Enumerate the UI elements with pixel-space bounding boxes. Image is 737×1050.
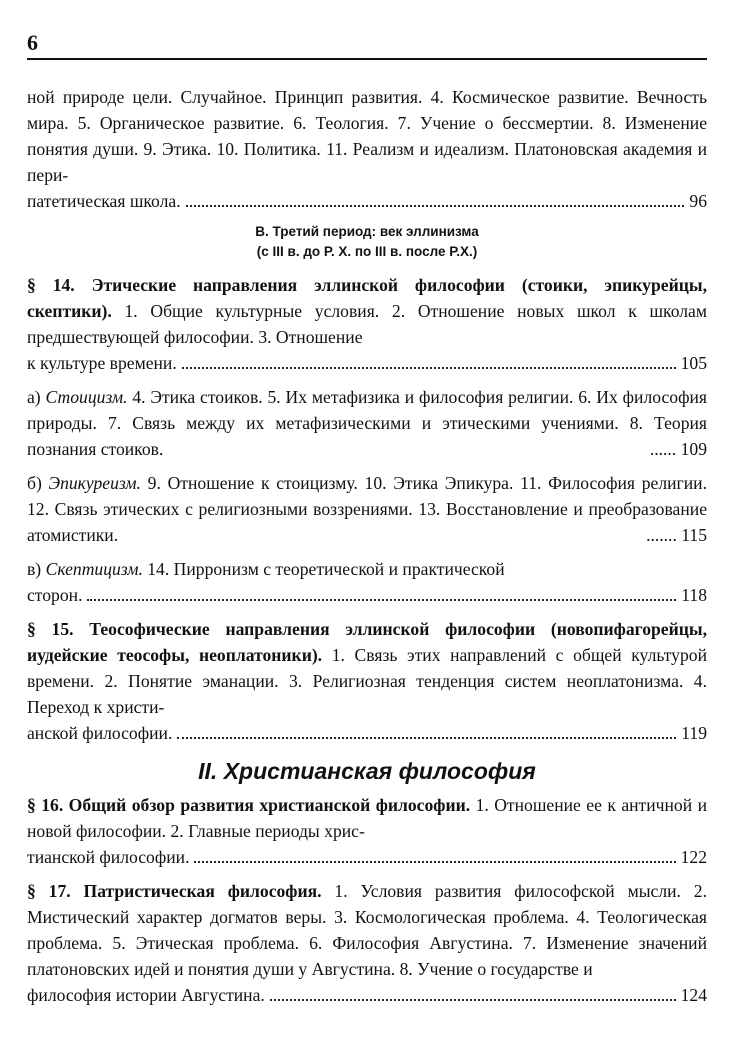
toc-entry-epicureanism [27, 470, 707, 548]
period-title: В. Третий период: век эллинизма [255, 224, 479, 239]
entry-tail-text: тианской философии. [27, 847, 190, 867]
entry-prefix: а) [27, 387, 46, 407]
entry-tail-text: сторон. [27, 585, 83, 605]
page-ref: 96 [689, 191, 707, 211]
dot-leader [177, 736, 676, 739]
page-ref: 119 [681, 723, 707, 743]
entry-tail-text: анской философии. [27, 723, 173, 743]
entry-italic-title: Скептицизм. [45, 559, 143, 579]
period-heading [27, 222, 707, 262]
entry-tail-row [27, 720, 707, 746]
entry-text: 4. Этика стоиков. 5. Их метафизика и философия религии. 6. Их философия природы. 7. Связь между их метафизическими и этическими учениями. 8. Теория познания стоиков. [27, 387, 707, 459]
entry-text: 1. Общие культурные условия. 2. Отношение новых школ к школам предшествующей философии. 3. Отношение [27, 301, 707, 347]
page-ref: 105 [680, 353, 707, 373]
page-ref: ...... 109 [649, 439, 707, 459]
header-rule [27, 58, 707, 60]
entry-tail-text: философия истории Августина. [27, 985, 265, 1005]
entry-tail-row [27, 582, 707, 608]
toc-entry-15 [27, 616, 707, 746]
entry-heading: § 14. Этические направления эллинской философии (стоики, эпикурейцы, скептики). [27, 275, 707, 321]
entry-tail-text: к культуре времени. [27, 353, 177, 373]
entry-text: 1. Отношение ее к античной и новой философии. 2. Главные периоды хрис- [27, 795, 708, 841]
entry-heading: § 16. Общий обзор развития христианской философии. [27, 795, 471, 815]
entry-text: ной природе цели. Случайное. Принцип развития. 4. Космическое развитие. Вечность мира. 5. Органическое развитие. 6. Теология. 7. Учение о бессмертии. 8. Изменение понятия души. 9. Этика. 10. Политика. 11. Реализм и идеализм. Платоновская академия и пери- [27, 87, 707, 185]
toc-entry-scepticism [27, 556, 707, 608]
toc-entry-14 [27, 272, 707, 376]
dot-leader [186, 204, 685, 207]
page-ref: ....... 115 [646, 525, 707, 545]
part-heading: II. Христианская философия [198, 758, 536, 784]
toc-entry-continued [27, 84, 707, 214]
entry-tail-row [27, 844, 707, 870]
entry-text: 1. Связь этих направлений с общей культурой времени. 2. Понятие эманации. 3. Религиозная тенденция систем неоплатонизма. 4. Переход к христи- [27, 645, 707, 717]
entry-prefix: б) [27, 473, 49, 493]
page-number: 6 [27, 30, 38, 55]
entry-tail-text: патетическая школа. [27, 191, 181, 211]
toc-entry-16 [27, 792, 707, 870]
entry-heading: § 17. Патристическая философия. [27, 881, 322, 901]
entry-italic-title: Стоицизм. [45, 387, 128, 407]
toc-entry-17 [27, 878, 707, 1008]
entry-tail-row [27, 982, 707, 1008]
dot-leader [194, 860, 675, 863]
entry-text: 14. Пирронизм с теоретической и практической [142, 559, 505, 579]
dot-leader [182, 366, 676, 369]
dot-leader [270, 998, 676, 1001]
page-ref: 124 [680, 985, 707, 1005]
toc-entry-stoicism [27, 384, 707, 462]
page-ref: 122 [680, 847, 707, 867]
entry-italic-title: Эпикуреизм. [48, 473, 141, 493]
table-of-contents [27, 84, 707, 1016]
entry-tail-row [27, 350, 707, 376]
entry-tail-row [27, 188, 707, 214]
entry-heading: § 15. Теософические направления эллинской философии (новопифагорейцы, иудейские теософы, неоплатоники). [27, 619, 707, 665]
entry-text: 9. Отношение к стоицизму. 10. Этика Эпикура. 11. Философия религии. 12. Связь этических с религиозными воззрениями. 13. Восстановление и преобразование атомистики. [27, 473, 707, 545]
entry-prefix: в) [27, 559, 46, 579]
page-ref: 118 [681, 585, 707, 605]
entry-text: 1. Условия развития философской мысли. 2. Мистический характер догматов веры. 3. Космологическая проблема. 4. Теологическая проблема. 5. Этическая проблема. 6. Философия Августина. 7. Изменение значений платоновских идей и понятия души у Августина. 8. Учение о государстве и [27, 881, 707, 979]
dot-leader [87, 598, 676, 601]
period-dates: (с III в. до Р. Х. по III в. после Р.Х.) [256, 244, 478, 259]
